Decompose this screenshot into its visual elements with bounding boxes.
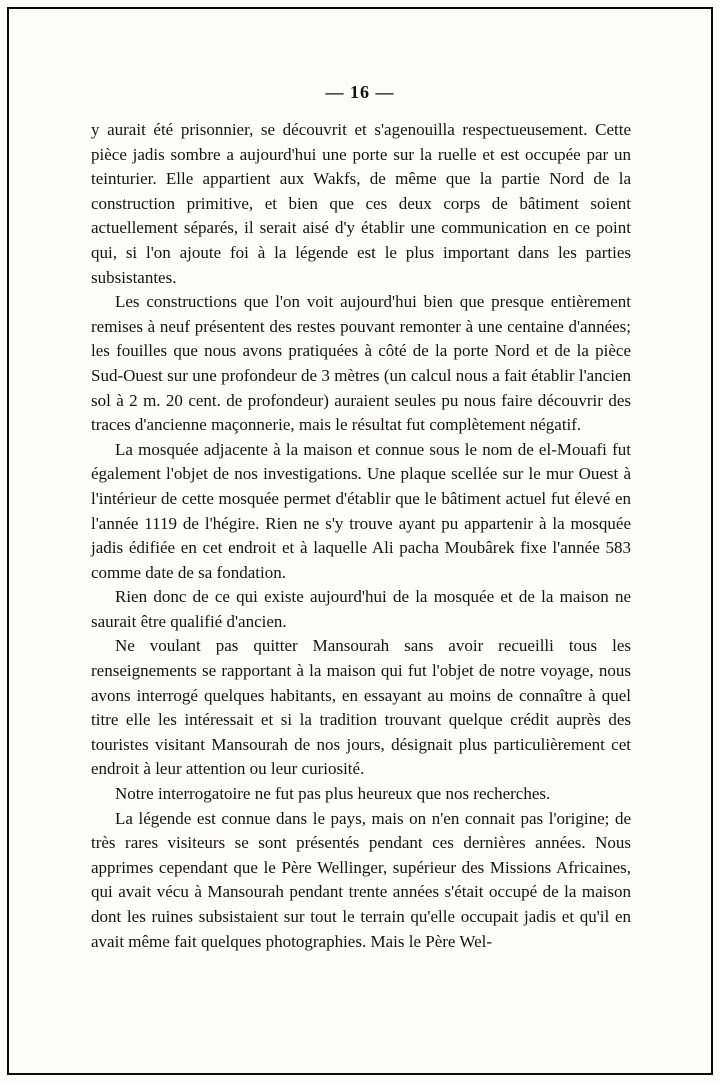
paragraph: Notre interrogatoire ne fut pas plus heureux que nos recherches. (115, 784, 551, 804)
paragraph: La mosquée adjacente à la maison et connue sous le nom de el-Mouafi fut également l'objet de nos investigations. Une plaque scellée sur le mur Ouest à l'intérieur de cette mosquée permet d'établir que le bâtiment actuel fut élevé en l'année 1119 de l'hégire. Rien ne s'y trouve ayant pu appartenir à la mosquée jadis édifiée en cet endroit et à laquelle Ali pacha Moubârek fixe l'année 583 comme date de sa fondation. (91, 439, 631, 582)
text-block (91, 118, 631, 954)
page-number: — 16 — (325, 82, 395, 102)
paragraph: Les constructions que l'on voit aujourd'hui bien que presque entièrement remises à neuf présentent des restes pouvant remonter à une centaine d'années; les fouilles que nous avons pratiquées à côté de la porte Nord et de la pièce Sud-Ouest sur une profondeur de 3 mètres (un calcul nous a fait établir l'ancien sol à 2 m. 20 cent. de profondeur) auraient seules pu nous faire découvrir des traces d'ancienne maçonnerie, mais le résultat fut complètement négatif. (91, 292, 631, 435)
paragraph: Rien donc de ce qui existe aujourd'hui de la mosquée et de la maison ne saurait être qualifié d'ancien. (91, 587, 631, 631)
paragraph: La légende est connue dans le pays, mais on n'en connait pas l'origine; de très rares visiteurs se sont présentés pendant ces dernières années. Nous apprimes cependant que le Père Wellinger, supérieur des Missions Africaines, qui avait vécu à Mansourah pendant trente années s'était occupé de la maison dont les ruines subsistaient sur tout le terrain qu'elle occupait jadis et qu'il en avait même fait quelques photographies. Mais le Père Wel- (91, 808, 631, 951)
paragraph: y aurait été prisonnier, se découvrit et s'agenouilla respectueusement. Cette pièce jadis sombre a aujourd'hui une porte sur la ruelle et est occupée par un teinturier. Elle appartient aux Wakfs, de même que la partie Nord de la construction primitive, et bien que ces deux corps de bâtiment soient actuellement séparés, il serait aisé d'y établir une communication en ce point qui, si l'on ajoute foi à la légende est le plus important dans les parties subsistantes. (91, 120, 631, 287)
paragraph: Ne voulant pas quitter Mansourah sans avoir recueilli tous les renseignements se rapportant à la maison qui fut l'objet de notre voyage, nous avons interrogé quelques habitants, en essayant au moins de connaître à quel titre elle les intéressait et si la tradition trouvant quelque crédit auprès des touristes visitant Mansourah de nos jours, désignait plus particulièrement cet endroit à leur attention ou leur curiosité. (91, 636, 631, 779)
